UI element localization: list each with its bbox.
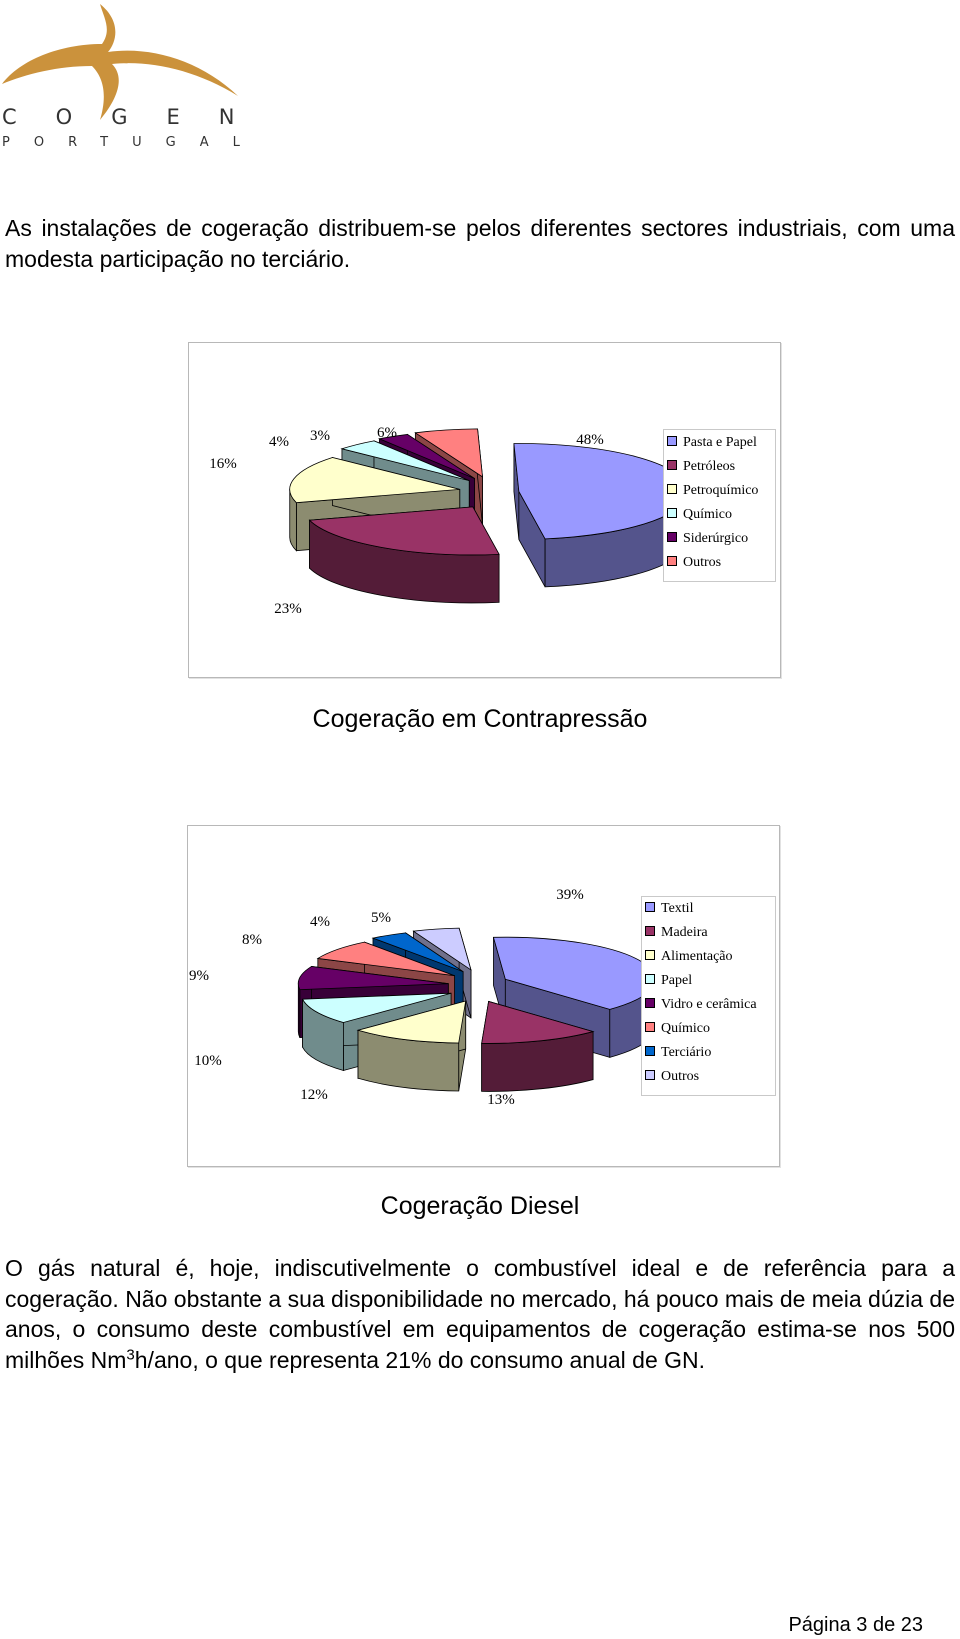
legend-swatch: [667, 484, 677, 494]
superscript: 3: [126, 1345, 135, 1363]
chart-title-diesel: Cogeração Diesel: [380, 1192, 580, 1220]
legend-swatch: [645, 926, 655, 936]
chart-title-contrapressao: Cogeração em Contrapressão: [312, 705, 648, 733]
legend-label: Alimentação: [661, 949, 733, 964]
legend-item: [667, 482, 758, 500]
legend-label: Terciário: [661, 1045, 712, 1060]
pie-data-label: 5%: [371, 910, 391, 926]
legend-item: [645, 996, 757, 1014]
legend-swatch: [645, 1070, 655, 1080]
legend-item: [645, 900, 693, 918]
legend-item: [667, 434, 757, 452]
logo-word-top: COGEN: [2, 105, 274, 129]
page-number: Página 3 de 23: [788, 1614, 923, 1636]
chart-diesel: [187, 825, 780, 1167]
legend-item: [645, 1020, 710, 1038]
pie-slice: [310, 507, 500, 603]
legend-swatch: [645, 902, 655, 912]
body-text-part2: h/ano, o que representa 21% do consumo anual de GN.: [134, 1346, 706, 1373]
legend-swatch: [667, 508, 677, 518]
pie-data-label: 4%: [269, 434, 289, 450]
legend-label: Petróleos: [683, 459, 736, 474]
body-paragraph: [5, 1253, 955, 1375]
pie-data-label: 39%: [556, 887, 584, 903]
legend-item: [645, 1044, 711, 1062]
pie-data-label: 48%: [576, 432, 604, 448]
legend-label: Pasta e Papel: [683, 435, 757, 450]
legend-label: Siderúrgico: [683, 531, 749, 546]
pie-data-label: 6%: [377, 425, 397, 441]
pie-slice-side: [298, 984, 300, 1038]
intro-paragraph: As instalações de cogeração distribuem-se pelos diferentes sectores industriais, com uma modesta participação no terciário.: [5, 215, 955, 272]
legend-swatch: [645, 950, 655, 960]
pie-data-label: 10%: [194, 1053, 222, 1069]
pie-data-label: 8%: [242, 932, 262, 948]
pie-data-label: 3%: [310, 428, 330, 444]
legend-item: [645, 948, 733, 966]
legend-item: [667, 458, 735, 476]
pie-data-label: 4%: [310, 914, 330, 930]
legend-item: [645, 924, 708, 942]
legend-swatch: [667, 460, 677, 470]
legend-label: Químico: [683, 507, 732, 522]
legend-item: [667, 530, 748, 548]
legend-label: Petroquímico: [683, 483, 759, 498]
legend-item: [645, 1068, 699, 1086]
legend-label: Madeira: [661, 925, 708, 940]
legend-label: Outros: [661, 1069, 700, 1084]
legend-swatch: [667, 532, 677, 542]
legend-label: Vidro e cerâmica: [661, 997, 757, 1012]
legend-contrapressao: [663, 429, 776, 582]
legend-label: Outros: [683, 555, 722, 570]
logo-word-bottom: PORTUGAL: [2, 135, 264, 150]
legend-swatch: [645, 1022, 655, 1032]
logo-flame-icon: [2, 4, 238, 120]
pie-data-label: 12%: [300, 1087, 328, 1103]
legend-swatch: [645, 1046, 655, 1056]
legend-swatch: [667, 436, 677, 446]
pie-data-label: 13%: [487, 1092, 515, 1108]
cogen-logo: [0, 0, 274, 150]
chart-contrapressao: [188, 342, 781, 678]
body-text-part1: O gás natural é, hoje, indiscutivelmente o combustível ideal e de referência para a cogeração. Não obstante a sua disponibilidade no mercado, há pouco mais de meia dúzia de anos, o consumo deste combustível em equipamentos de cogeração estima-se nos 500 milhões Nm: [5, 1255, 956, 1373]
legend-swatch: [645, 998, 655, 1008]
pie-data-label: 9%: [189, 968, 209, 984]
legend-swatch: [667, 556, 677, 566]
legend-diesel: [641, 896, 776, 1096]
legend-label: Químico: [661, 1021, 710, 1036]
legend-item: [667, 506, 732, 524]
pie-data-label: 23%: [274, 601, 302, 617]
legend-label: Papel: [661, 973, 693, 988]
legend-label: Textil: [661, 901, 694, 916]
legend-swatch: [645, 974, 655, 984]
legend-item: [667, 554, 721, 572]
legend-item: [645, 972, 692, 990]
pie-data-label: 16%: [209, 456, 237, 472]
